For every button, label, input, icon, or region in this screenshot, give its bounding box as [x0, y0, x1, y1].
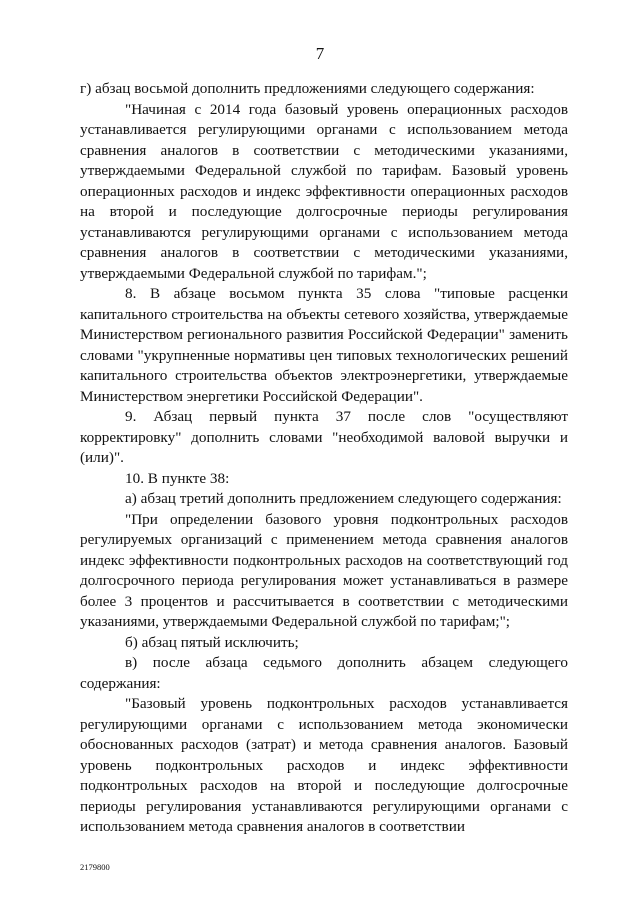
document-body	[80, 79, 568, 838]
paragraph: а) абзац третий дополнить предложением следующего содержания:	[125, 490, 562, 507]
paragraph: г) абзац восьмой дополнить предложениями следующего содержания:	[80, 80, 535, 97]
paragraph: 10. В пункте 38:	[125, 469, 230, 487]
paragraph: "Базовый уровень подконтрольных расходов устанавливается регулирующими органами с использованием метода экономически обоснованных расходов (затрат) и метода сравнения аналогов. Базовый уровень подконтрольных расходов и индекс эффективности подконтрольных расходов на второй и последующие долгосрочные периоды регулирования устанавливаются регулирующими органами с использованием метода сравнения аналогов в соответствии	[80, 695, 568, 835]
page-number: 7	[315, 44, 325, 63]
paragraph: 9. Абзац первый пункта 37 после слов "осуществляют корректировку" дополнить словами "необходимой валовой выручки и (или)".	[80, 408, 568, 466]
paragraph: "Начиная с 2014 года базовый уровень операционных расходов устанавливается регулирующими органами с использованием метода сравнения аналогов в соответствии с методическими указаниями, утверждаемыми Федеральной службой по тарифам. Базовый уровень операционных расходов и индекс эффективности операционных расходов на второй и последующие долгосрочные периоды регулирования устанавливаются регулирующими органами с использованием метода сравнения аналогов в соответствии с методическими указаниями, утверждаемыми Федеральной службой по тарифам.";	[80, 100, 568, 282]
paragraph: в) после абзаца седьмого дополнить абзацем следующего содержания:	[80, 654, 568, 692]
paragraph: "При определении базового уровня подконтрольных расходов регулируемых организаций с применением метода сравнения аналогов индекс эффективности подконтрольных расходов на соответствующий год долгосрочного периода регулирования может устанавливаться в размере более 3 процентов и рассчитывается в соответствии с методическими указаниями, утверждаемыми Федеральной службой по тарифам;";	[80, 510, 568, 630]
paragraph: б) абзац пятый исключить;	[125, 633, 299, 651]
paragraph: 8. В абзаце восьмом пункта 35 слова "типовые расценки капитального строительства на объекты сетевого хозяйства, утверждаемые Министерством регионального развития Российской Федерации" заменить словами "укрупненные нормативы цен типовых технологических решений капитального строительства объектов электроэнергетики, утверждаемые Министерством энергетики Российской Федерации".	[80, 285, 568, 405]
document-code: 2179800	[80, 862, 110, 872]
